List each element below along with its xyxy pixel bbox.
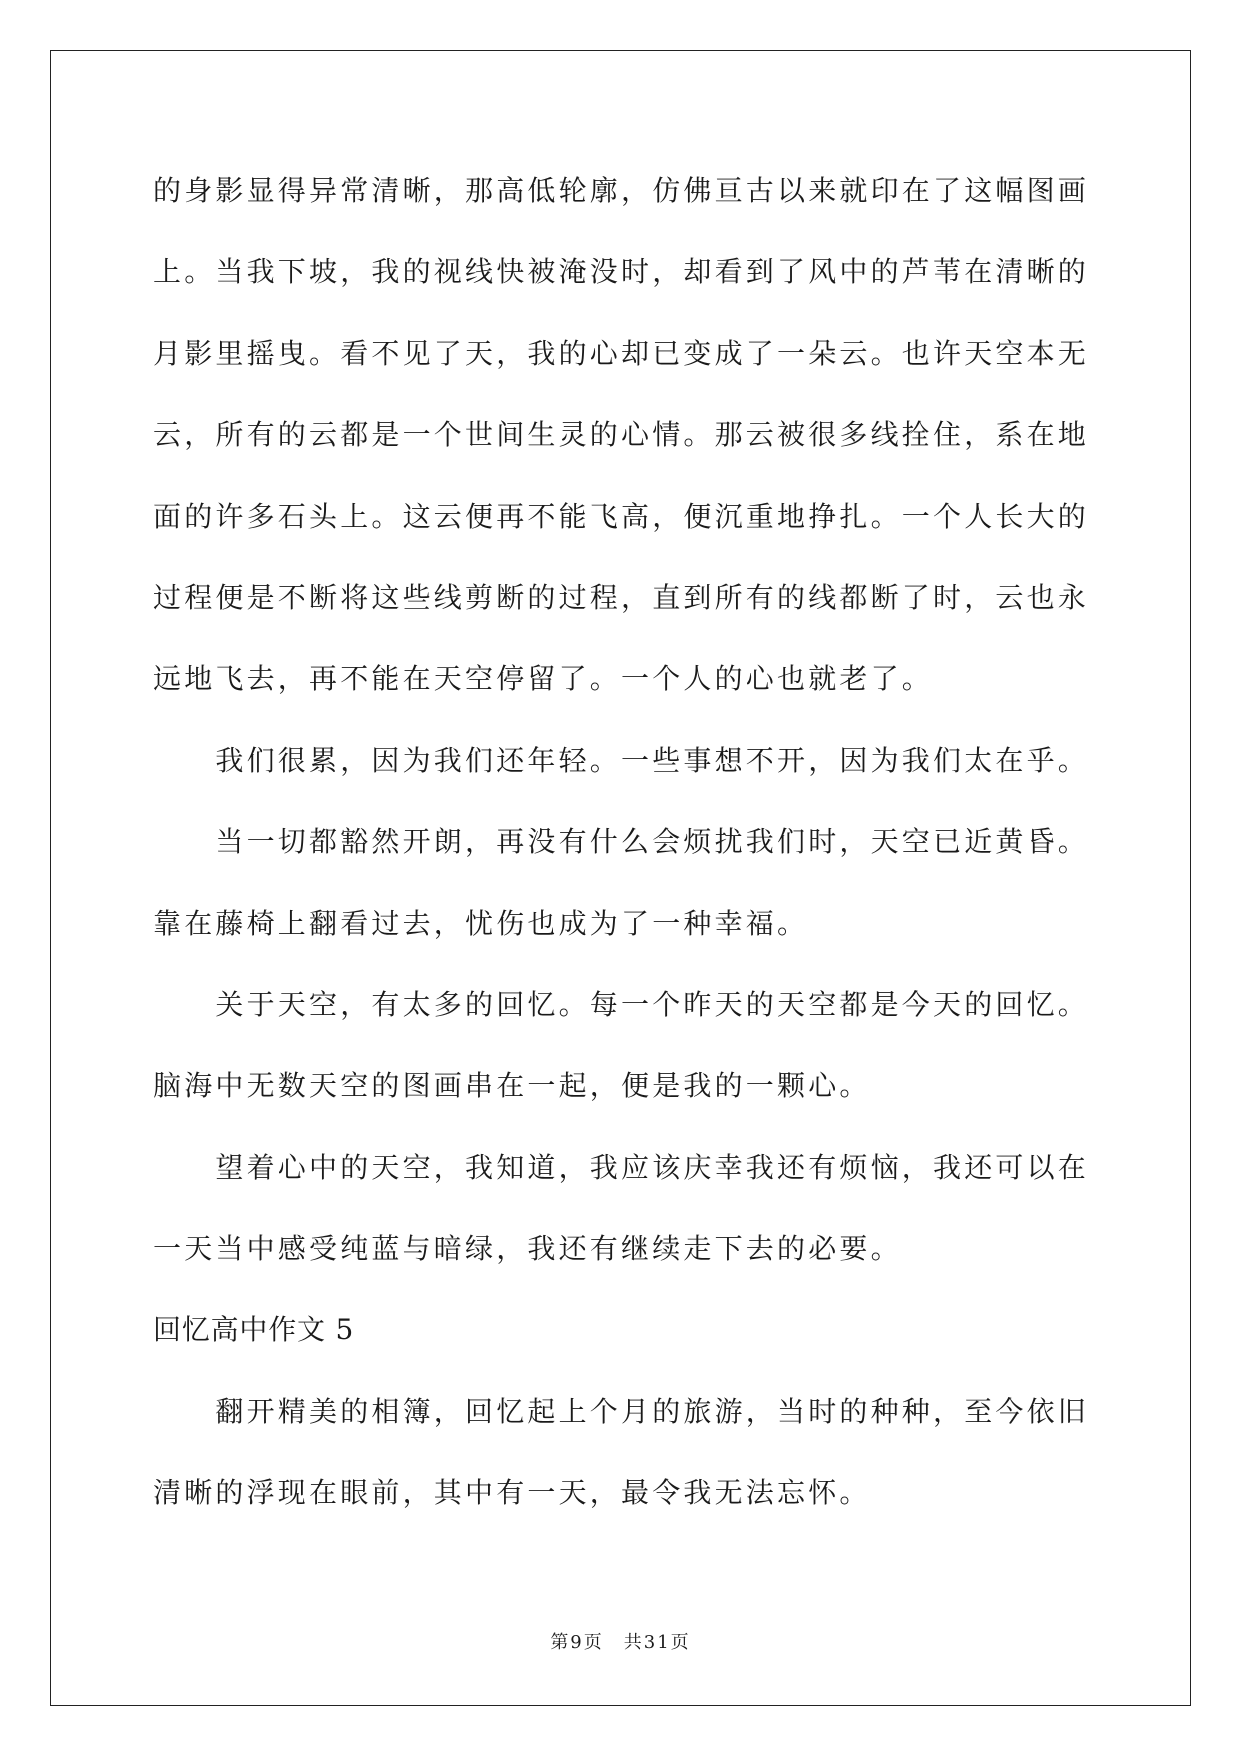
body-text-line: 上。当我下坡，我的视线快被淹没时，却看到了风中的芦苇在清晰的 [153, 255, 1090, 289]
body-text-line: 翻开精美的相簿，回忆起上个月的旅游，当时的种种，至今依旧 [215, 1394, 1089, 1428]
body-text-line: 云，所有的云都是一个世间生灵的心情。那云被很多线拴住，系在地 [153, 418, 1090, 452]
paragraph [153, 1127, 1153, 1290]
continued-paragraph [153, 150, 1153, 720]
page-number: 第9页 [550, 1632, 604, 1653]
paragraph [153, 720, 1153, 801]
paragraph [153, 1371, 1153, 1534]
body-text-line: 月影里摇曳。看不见了天，我的心却已变成了一朵云。也许天空本无 [153, 336, 1090, 370]
body-text-line: 远地飞去，再不能在天空停留了。一个人的心也就老了。 [153, 662, 934, 696]
page-total: 共31页 [623, 1632, 691, 1653]
page-footer [0, 1632, 1241, 1654]
body-text-line: 当一切都豁然开朗，再没有什么会烦扰我们时，天空已近黄昏。 [215, 825, 1089, 859]
body-text-line: 我们很累，因为我们还年轻。一些事想不开，因为我们太在乎。 [215, 743, 1089, 777]
body-text-line: 靠在藤椅上翻看过去，忧伤也成为了一种幸福。 [153, 906, 809, 940]
section-heading: 回忆高中作文 5 [153, 1313, 355, 1347]
document-body [153, 150, 1153, 1534]
body-text-line: 清晰的浮现在眼前，其中有一天，最令我无法忘怀。 [153, 1476, 871, 1510]
body-text-line: 的身影显得异常清晰，那高低轮廓，仿佛亘古以来就印在了这幅图画 [153, 174, 1090, 207]
body-text-line: 脑海中无数天空的图画串在一起，便是我的一颗心。 [153, 1069, 871, 1103]
paragraph [153, 964, 1153, 1127]
body-text-line: 面的许多石头上。这云便再不能飞高，便沉重地挣扎。一个人长大的 [153, 499, 1090, 533]
body-text-line: 望着心中的天空，我知道，我应该庆幸我还有烦恼，我还可以在 [215, 1150, 1089, 1184]
paragraph [153, 801, 1153, 964]
body-text-line: 一天当中感受纯蓝与暗绿，我还有继续走下去的必要。 [153, 1232, 902, 1266]
body-text-line: 过程便是不断将这些线剪断的过程，直到所有的线都断了时，云也永 [153, 580, 1090, 614]
body-text-line: 关于天空，有太多的回忆。每一个昨天的天空都是今天的回忆。 [215, 987, 1089, 1021]
